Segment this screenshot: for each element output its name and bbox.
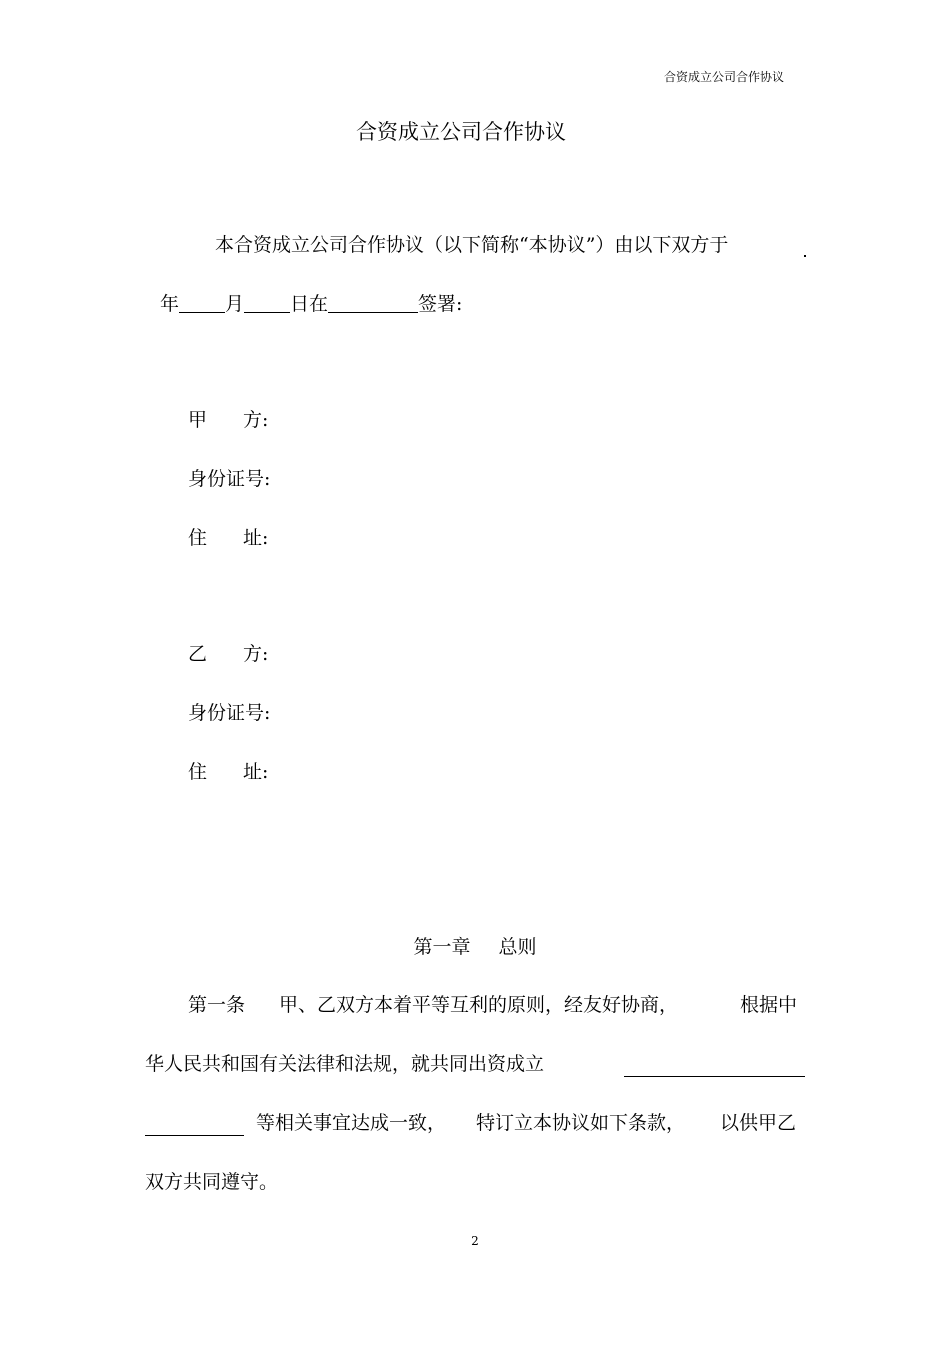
article-1-line-3-tail: 以供甲乙 <box>720 1112 797 1134</box>
day-at-label: 日在 <box>290 293 329 315</box>
party-a-id-label: 身份证号: <box>188 468 271 490</box>
signed-label: 签署: <box>418 293 463 315</box>
year-label: 年 <box>160 293 180 315</box>
chapter-name: 总则 <box>498 936 537 958</box>
article-1-line-1-tail: 根据中 <box>740 994 798 1016</box>
intro-line-2 <box>160 295 462 314</box>
party-a-address-label: 住 址: <box>188 527 269 549</box>
chapter-number: 第一章 <box>413 936 471 958</box>
article-1-number: 第一条 <box>188 994 246 1016</box>
article-1-line-4: 双方共同遵守。 <box>145 1171 279 1193</box>
year-blank <box>179 311 225 313</box>
party-a-label: 甲 方: <box>188 409 269 431</box>
stray-dot <box>804 255 806 257</box>
day-blank <box>244 311 290 313</box>
party-b-label: 乙 方: <box>188 643 269 665</box>
article-1-line-3: 等相关事宜达成一致， <box>256 1112 447 1134</box>
company-name-blank <box>624 1076 805 1077</box>
running-header: 合资成立公司合作协议 <box>664 70 785 84</box>
document-title: 合资成立公司合作协议 <box>356 120 566 144</box>
article-1-line-2: 华人民共和国有关法律和法规，就共同出资成立 <box>145 1053 545 1075</box>
page-number: 2 <box>471 1234 479 1248</box>
article-1-line-3-mid: 特订立本协议如下条款， <box>476 1112 686 1134</box>
article-1-line-1: 甲、乙双方本着平等互利的原则，经友好协商， <box>279 994 679 1016</box>
party-b-address-label: 住 址: <box>188 761 269 783</box>
party-b-id-label: 身份证号: <box>188 702 271 724</box>
month-label: 月 <box>225 293 245 315</box>
intro-line-1: 本合资成立公司合作协议（以下简称“本协议”）由以下双方于 <box>215 234 729 256</box>
company-name-blank-continued <box>145 1135 244 1136</box>
chapter-heading <box>0 938 950 957</box>
place-blank <box>328 311 418 313</box>
